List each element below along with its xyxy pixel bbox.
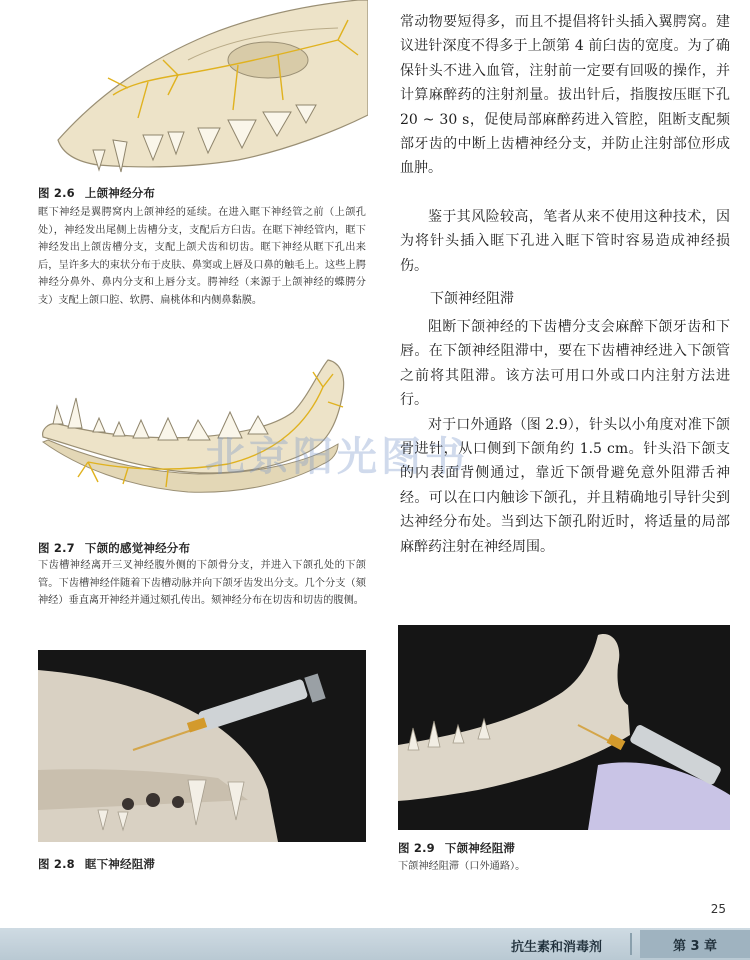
infraorbital-block-photo bbox=[38, 650, 366, 842]
footer-bar bbox=[0, 928, 750, 960]
figure-number: 图 2.8 bbox=[38, 857, 75, 871]
watermark: 北京阳光图书 bbox=[205, 434, 469, 480]
maxilla-nerve-illustration bbox=[38, 0, 368, 175]
figure-2-9-photo bbox=[398, 625, 730, 830]
footer-section-title: 抗生素和消毒剂 bbox=[510, 940, 602, 955]
figure-2-6-illustration bbox=[38, 0, 368, 175]
figure-title: 上颌神经分布 bbox=[84, 186, 156, 200]
figure-number: 图 2.7 bbox=[38, 541, 75, 555]
paragraph: 阻断下颌神经的下齿槽分支会麻醉下颌牙齿和下唇。在下颌神经阻滞中，要在下齿槽神经进入下颌管之前将其阻滞。该方法可用口外或口内注射方法进行。 bbox=[400, 319, 730, 409]
paragraph: 常动物要短得多，而且不提倡将针头插入翼腭窝。建议进针深度不得多于上颌第 4 前臼齿的宽度。为了确保针头不进入血管，注射前一定要有回吸的操作，并计算麻醉药的注射剂量。拔出针后，指腹按压眶下孔 20 ~ 30 s，促使局部麻醉药进入管腔，阻断支配频部牙齿的中断上齿槽神经分支，并防止注射部位形成血肿。 bbox=[400, 14, 730, 177]
figure-2-6-caption-title bbox=[38, 185, 155, 201]
figure-number: 图 2.6 bbox=[38, 186, 75, 200]
body-text-top bbox=[400, 10, 730, 181]
paragraph: 对于口外通路（图 2.9），针头以小角度对准下颌骨进针，从口侧到下颌角约 1.5 cm。针头沿下颌支的内表面背侧通过，靠近下颌骨避免意外阻滞舌神经。可以在口内触诊下颌孔，并且精确地引导针尖到达神经分布处。当到达下颌孔附近时，将适量的局部麻醉药注射在神经周围。 bbox=[400, 416, 730, 555]
footer-chapter-label: 第 3 章 bbox=[640, 930, 750, 958]
figure-2-7-caption-title bbox=[38, 540, 190, 556]
figure-2-8-caption-title bbox=[38, 856, 155, 872]
section-subheading: 下颌神经阻滞 bbox=[430, 291, 514, 307]
figure-2-9-caption-body: 下颌神经阻滞（口外通路）。 bbox=[398, 861, 526, 872]
figure-number: 图 2.9 bbox=[398, 841, 435, 855]
figure-2-8-photo bbox=[38, 650, 366, 842]
mandible-nerve-illustration bbox=[38, 352, 368, 532]
figure-title: 眶下神经阻滞 bbox=[84, 857, 156, 871]
paragraph: 鉴于其风险较高，笔者从来不使用这种技术，因为将针头插入眶下孔进入眶下管时容易造成神经损伤。 bbox=[400, 209, 730, 274]
page-number: 25 bbox=[710, 902, 726, 916]
figure-2-6-caption-body: 眶下神经是翼腭窝内上颌神经的延续。在进入眶下神经管之前（上颌孔处），神经发出尾侧上齿槽分支，支配后方臼齿。在眶下神经管内，眶下神经发出上颌齿槽分支，支配上颌犬齿和切齿。眶下神经从眶下孔出来后，呈许多大的束状分布于皮肤、鼻窦或上唇及口鼻的触毛上。这些上腭神经分鼻外、鼻内分支和上唇分支。腭神经（来源于上颌神经的蝶腭分支）支配上颌口腔、软腭、扁桃体和内侧鼻黏膜。 bbox=[38, 207, 366, 306]
figure-title: 下颌神经阻滞 bbox=[444, 841, 516, 855]
footer-divider bbox=[630, 933, 632, 955]
body-text-lower bbox=[400, 315, 730, 559]
body-text-middle bbox=[400, 205, 730, 278]
figure-title: 下颌的感觉神经分布 bbox=[84, 541, 191, 555]
figure-2-9-caption-title bbox=[398, 840, 515, 856]
figure-2-7-caption-body: 下齿槽神经离开三叉神经腹外侧的下颌骨分支，并进入下颌孔处的下颌管。下齿槽神经伴随着下齿槽动脉并向下颌牙齿发出分支。几个分支（颏神经）垂直离开神经并通过颏孔传出。颏神经分布在切齿和切齿的腹侧。 bbox=[38, 560, 366, 607]
figure-2-7-illustration bbox=[38, 352, 368, 532]
mandibular-block-photo bbox=[398, 625, 730, 830]
